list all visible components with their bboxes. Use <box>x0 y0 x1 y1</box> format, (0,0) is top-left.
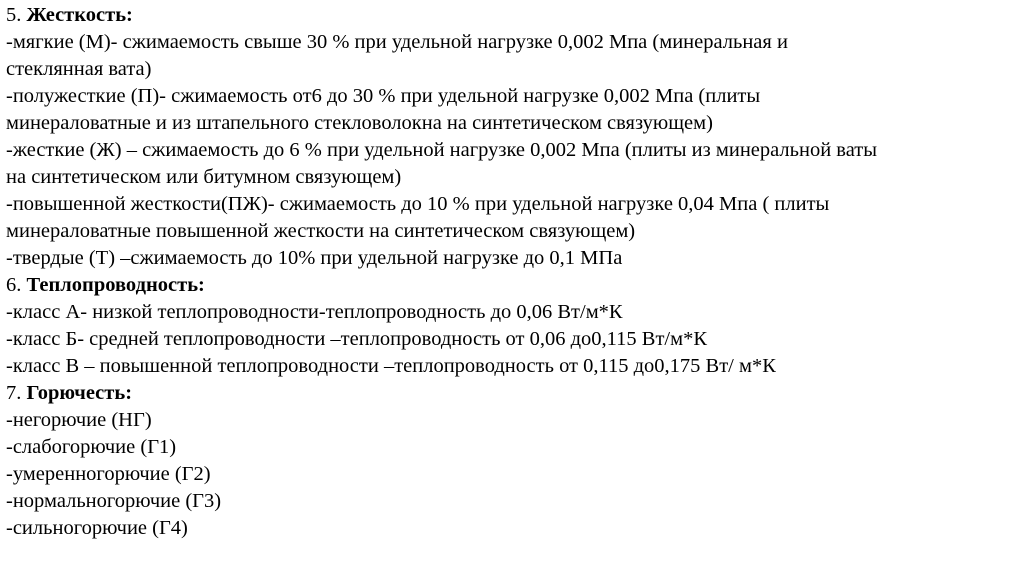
section-5-line: -мягкие (М)- сжимаемость свыше 30 % при удельной нагрузке 0,002 Мпа (минеральная и <box>6 31 788 53</box>
section-6-title: Теплопроводность: <box>26 274 205 296</box>
section-5-line: стеклянная вата) <box>6 58 152 80</box>
section-7-line: -сильногорючие (Г4) <box>6 517 188 539</box>
section-5-line: -повышенной жесткости(ПЖ)- сжимаемость до 10 % при удельной нагрузке 0,04 Мпа ( плиты <box>6 193 830 215</box>
section-6-heading <box>6 273 205 297</box>
section-5-line: -твердые (Т) –сжимаемость до 10% при удельной нагрузке до 0,1 МПа <box>6 247 623 269</box>
section-7-title: Горючесть: <box>26 382 133 404</box>
section-6-number: 6. <box>6 274 22 296</box>
section-7-line: -негорючие (НГ) <box>6 409 152 431</box>
section-6-line: -класс Б- средней теплопроводности –теплопроводность от 0,06 до0,115 Вт/м*К <box>6 328 708 350</box>
section-5-heading <box>6 3 133 27</box>
section-5-line: минераловатные и из штапельного стекловолокна на синтетическом связующем) <box>6 112 713 134</box>
section-5-title: Жесткость: <box>26 4 133 26</box>
section-6-line: -класс В – повышенной теплопроводности –теплопроводность от 0,115 до0,175 Вт/ м*К <box>6 355 776 377</box>
section-7-number: 7. <box>6 382 22 404</box>
section-5-line: -жесткие (Ж) – сжимаемость до 6 % при удельной нагрузке 0,002 Мпа (плиты из минеральной ваты <box>6 139 878 161</box>
section-7-heading <box>6 381 132 405</box>
section-5-line: минераловатные повышенной жесткости на синтетическом связующем) <box>6 220 636 242</box>
section-5-line: -полужесткие (П)- сжимаемость от6 до 30 % при удельной нагрузке 0,002 Мпа (плиты <box>6 85 761 107</box>
section-5-line: на синтетическом или битумном связующем) <box>6 166 402 188</box>
section-5-number: 5. <box>6 4 22 26</box>
section-7-line: -нормальногорючие (Г3) <box>6 490 222 512</box>
section-7-line: -умеренногорючие (Г2) <box>6 463 211 485</box>
section-7-line: -слабогорючие (Г1) <box>6 436 177 458</box>
section-6-line: -класс А- низкой теплопроводности-теплопроводность до 0,06 Вт/м*К <box>6 301 623 323</box>
